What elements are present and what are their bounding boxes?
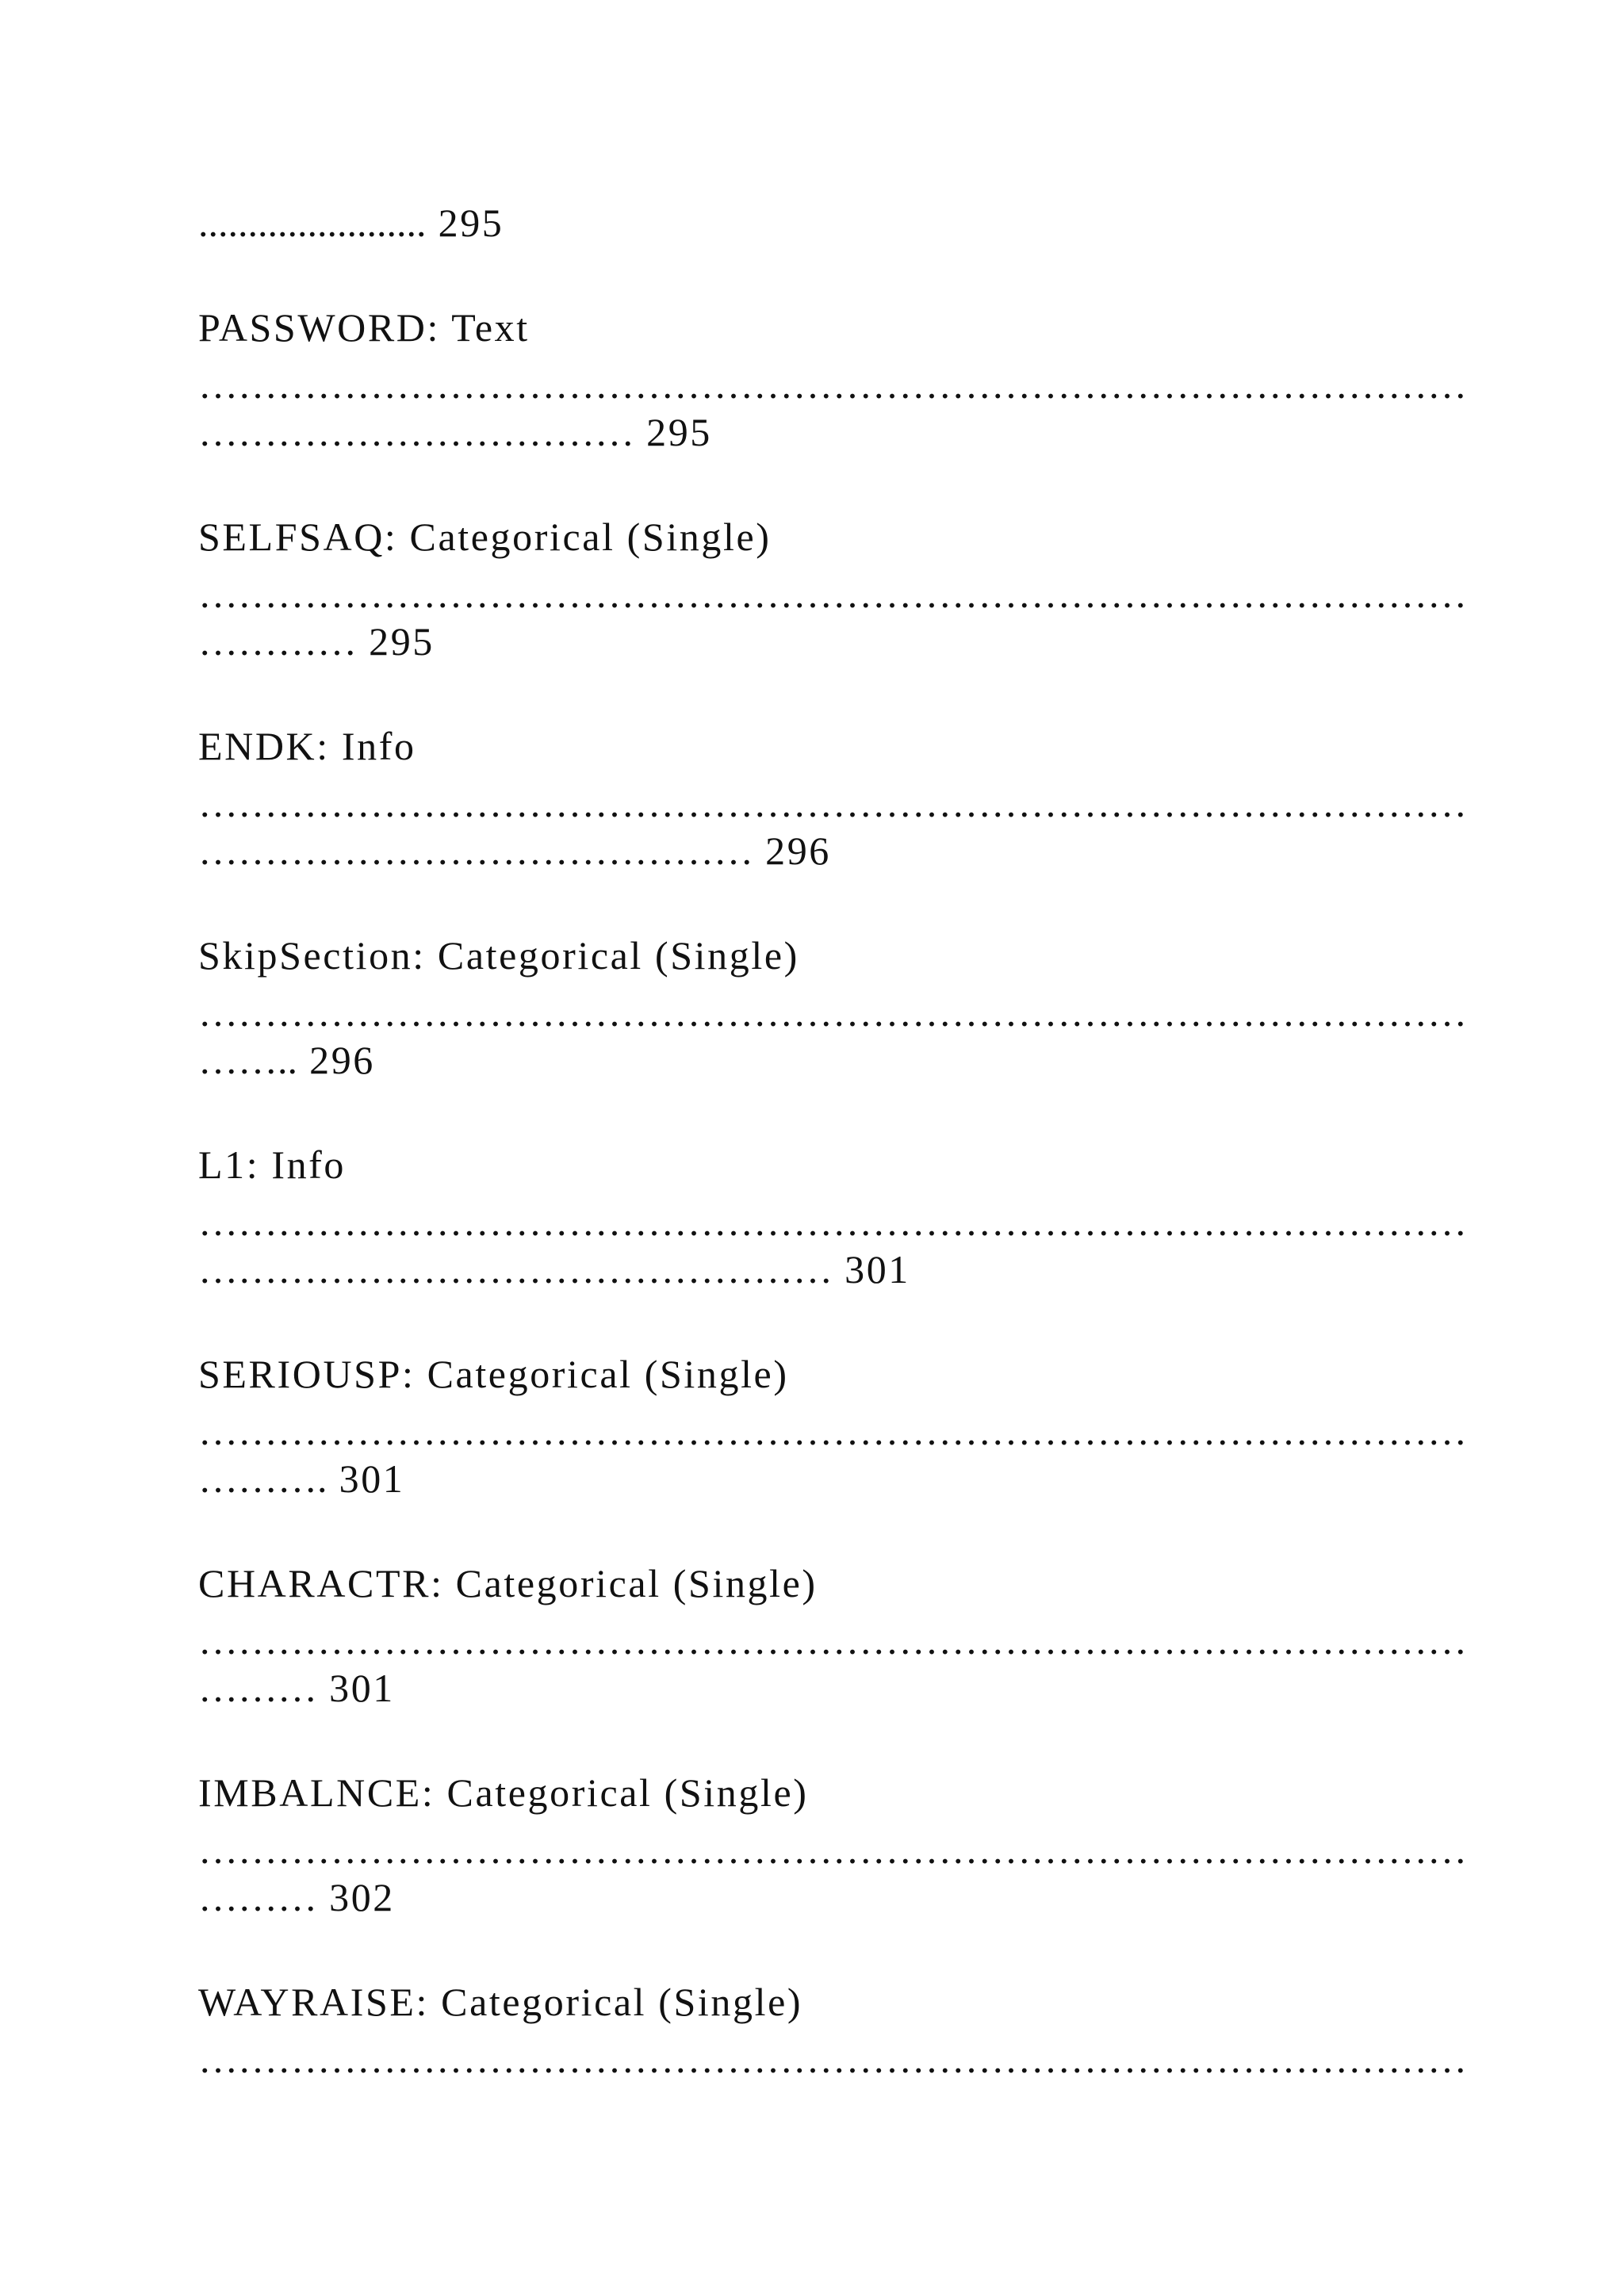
toc-page-number[interactable]: 296: [309, 1038, 375, 1082]
toc-leader-line: [198, 408, 712, 456]
toc-page-number[interactable]: 301: [339, 1456, 405, 1501]
toc-leader-line: [198, 1455, 404, 1502]
toc-leader: ……..: [198, 1038, 297, 1082]
toc-leader: …………: [198, 619, 357, 664]
toc-leader-line: [198, 1664, 395, 1712]
toc-leader: ……………………………………………………………………………………: [198, 781, 1467, 825]
toc-page-number[interactable]: 301: [329, 1666, 395, 1710]
toc-leader: ……………………………………………………………………………………: [198, 1200, 1467, 1244]
toc-leader-line: [198, 1873, 395, 1921]
toc-leader: ……………………………………………………………………………………: [198, 572, 1467, 616]
toc-entry-title[interactable]: PASSWORD: Text: [198, 305, 530, 350]
toc-entry-title[interactable]: CHARACTR: Categorical (Single): [198, 1561, 818, 1605]
toc-entry-title[interactable]: SkipSection: Categorical (Single): [198, 933, 799, 978]
toc-leader: …………………………………………: [198, 1247, 833, 1292]
toc-leader: ……………………………………………………………………………………: [198, 362, 1467, 407]
toc-leader-line: [198, 1246, 910, 1293]
toc-entry-title[interactable]: SERIOUSP: Categorical (Single): [198, 1352, 789, 1396]
toc-page-number[interactable]: 302: [329, 1875, 395, 1919]
toc-page-number[interactable]: 295: [646, 410, 712, 454]
toc-leader-line: [198, 618, 435, 665]
toc-leader-line: [198, 1036, 375, 1084]
toc-leader: ……………………………………: [198, 828, 753, 873]
toc-entry-title[interactable]: SELFSAQ: Categorical (Single): [198, 515, 772, 559]
toc-page-number[interactable]: 296: [765, 828, 831, 873]
toc-leader: ……………………………: [198, 410, 634, 454]
toc-page-number[interactable]: 301: [845, 1247, 910, 1292]
toc-leader: ……………………………………………………………………………………: [198, 1827, 1467, 1872]
toc-entry-title[interactable]: WAYRAISE: Categorical (Single): [198, 1980, 803, 2024]
toc-leader: ……………………………………………………………………………………: [198, 2037, 1467, 2081]
toc-entry-title[interactable]: ENDK: Info: [198, 724, 416, 768]
toc-leader: ……………………………………………………………………………………: [198, 1618, 1467, 1663]
toc-entry-title[interactable]: IMBALNCE: Categorical (Single): [198, 1770, 809, 1815]
toc-leader: .......................: [198, 201, 427, 245]
toc-leader-line: [198, 827, 831, 874]
toc-page-number[interactable]: 295: [369, 619, 435, 664]
toc-entry-title[interactable]: L1: Info: [198, 1142, 347, 1187]
toc-leader: ………: [198, 1666, 317, 1710]
toc-leader: ………: [198, 1875, 317, 1919]
toc-page-number: 295: [438, 201, 504, 245]
toc-leader: ……………………………………………………………………………………: [198, 990, 1467, 1035]
toc-leader: ……………………………………………………………………………………: [198, 1409, 1467, 1453]
toc-leader: ……….: [198, 1456, 327, 1501]
toc-lead-line: [198, 199, 504, 247]
